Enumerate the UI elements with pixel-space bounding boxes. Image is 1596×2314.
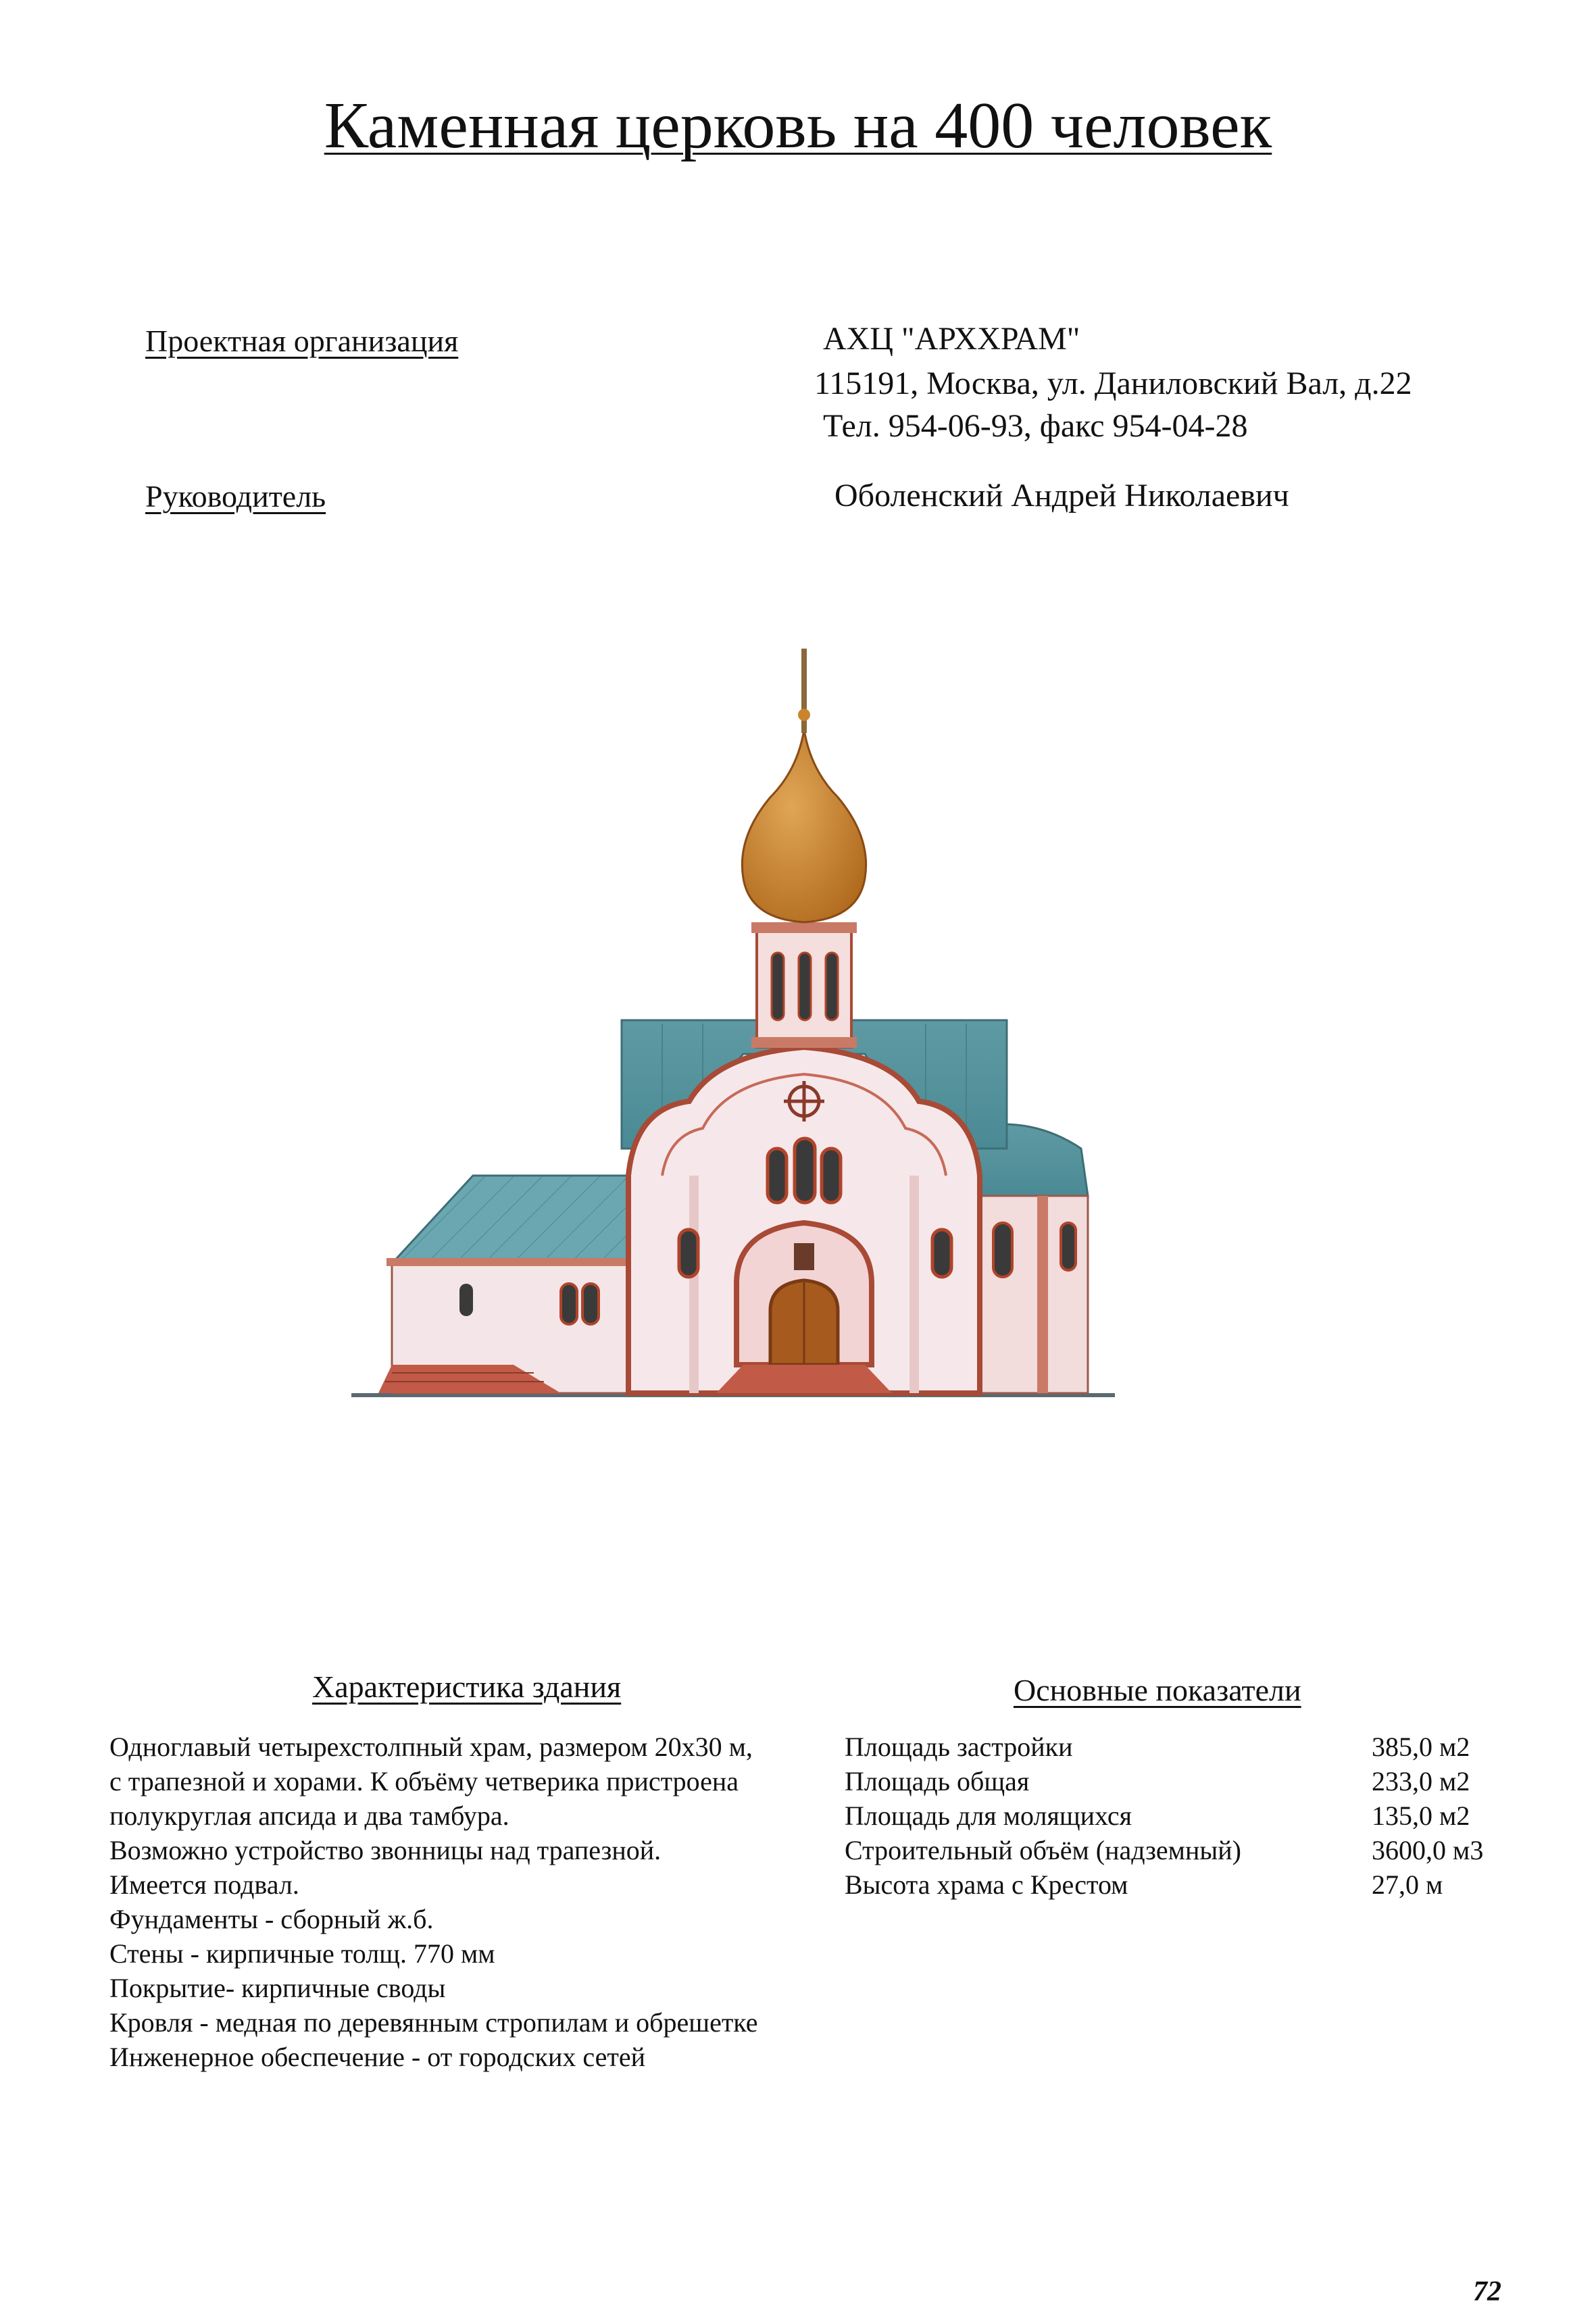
indicator-value: 135,0 м2 xyxy=(1372,1801,1470,1831)
page-title: Каменная церковь на 400 человек xyxy=(324,89,1272,162)
characteristics-text xyxy=(109,1730,758,2074)
director-name: Оболенский Андрей Николаевич xyxy=(834,478,1289,513)
church-facade-drawing xyxy=(338,635,1128,1405)
characteristics-line: полукруглая апсида и два тамбура. xyxy=(109,1801,509,1831)
indicator-row xyxy=(845,1800,1507,1834)
characteristics-heading: Характеристика здания xyxy=(312,1669,622,1704)
organization-phone: Тел. 954-06-93, факс 954-04-28 xyxy=(823,408,1248,444)
characteristics-line: Инженерное обеспечение - от городских сетей xyxy=(109,2042,646,2072)
indicator-value: 3600,0 м3 xyxy=(1372,1835,1484,1865)
characteristics-line: Фундаменты - сборный ж.б. xyxy=(109,1904,434,1934)
characteristics-line: Стены - кирпичные толщ. 770 мм xyxy=(109,1938,495,1969)
characteristics-line: Покрытие- кирпичные своды xyxy=(109,1973,446,2003)
drum xyxy=(751,922,857,1048)
indicator-value: 385,0 м2 xyxy=(1372,1732,1470,1762)
indicator-row xyxy=(845,1765,1507,1800)
characteristics-line: с трапезной и хорами. К объёму четверика пристроена xyxy=(109,1766,739,1796)
onion-dome xyxy=(742,649,866,922)
page-number: 72 xyxy=(1473,2276,1501,2307)
indicator-row xyxy=(845,1869,1507,1903)
indicators-heading: Основные показатели xyxy=(1014,1673,1301,1707)
characteristics-line: Возможно устройство звонницы над трапезной. xyxy=(109,1835,662,1865)
organization-name: АХЦ "АРХХРАМ" xyxy=(823,321,1080,357)
indicator-name: Площадь общая xyxy=(845,1766,1030,1796)
indicator-row xyxy=(845,1731,1507,1765)
characteristics-line: Кровля - медная по деревянным стропилам и обрешетке xyxy=(109,2007,758,2038)
indicator-value: 233,0 м2 xyxy=(1372,1766,1470,1796)
organization-address: 115191, Москва, ул. Даниловский Вал, д.22 xyxy=(814,366,1412,401)
indicator-row xyxy=(845,1834,1507,1869)
indicator-value: 27,0 м xyxy=(1372,1869,1443,1900)
indicator-name: Высота храма с Крестом xyxy=(845,1869,1128,1900)
refectory xyxy=(378,1176,654,1393)
indicator-name: Площадь для молящихся xyxy=(845,1801,1132,1831)
indicator-name: Строительный объём (надземный) xyxy=(845,1835,1241,1865)
director-label: Руководитель xyxy=(145,479,326,513)
indicator-name: Площадь застройки xyxy=(845,1732,1073,1762)
organization-label: Проектная организация xyxy=(145,324,459,358)
characteristics-line: Имеется подвал. xyxy=(109,1869,299,1900)
characteristics-line: Одноглавый четырехстолпный храм, размером 20х30 м, xyxy=(109,1732,753,1762)
indicators-table xyxy=(845,1731,1507,1900)
